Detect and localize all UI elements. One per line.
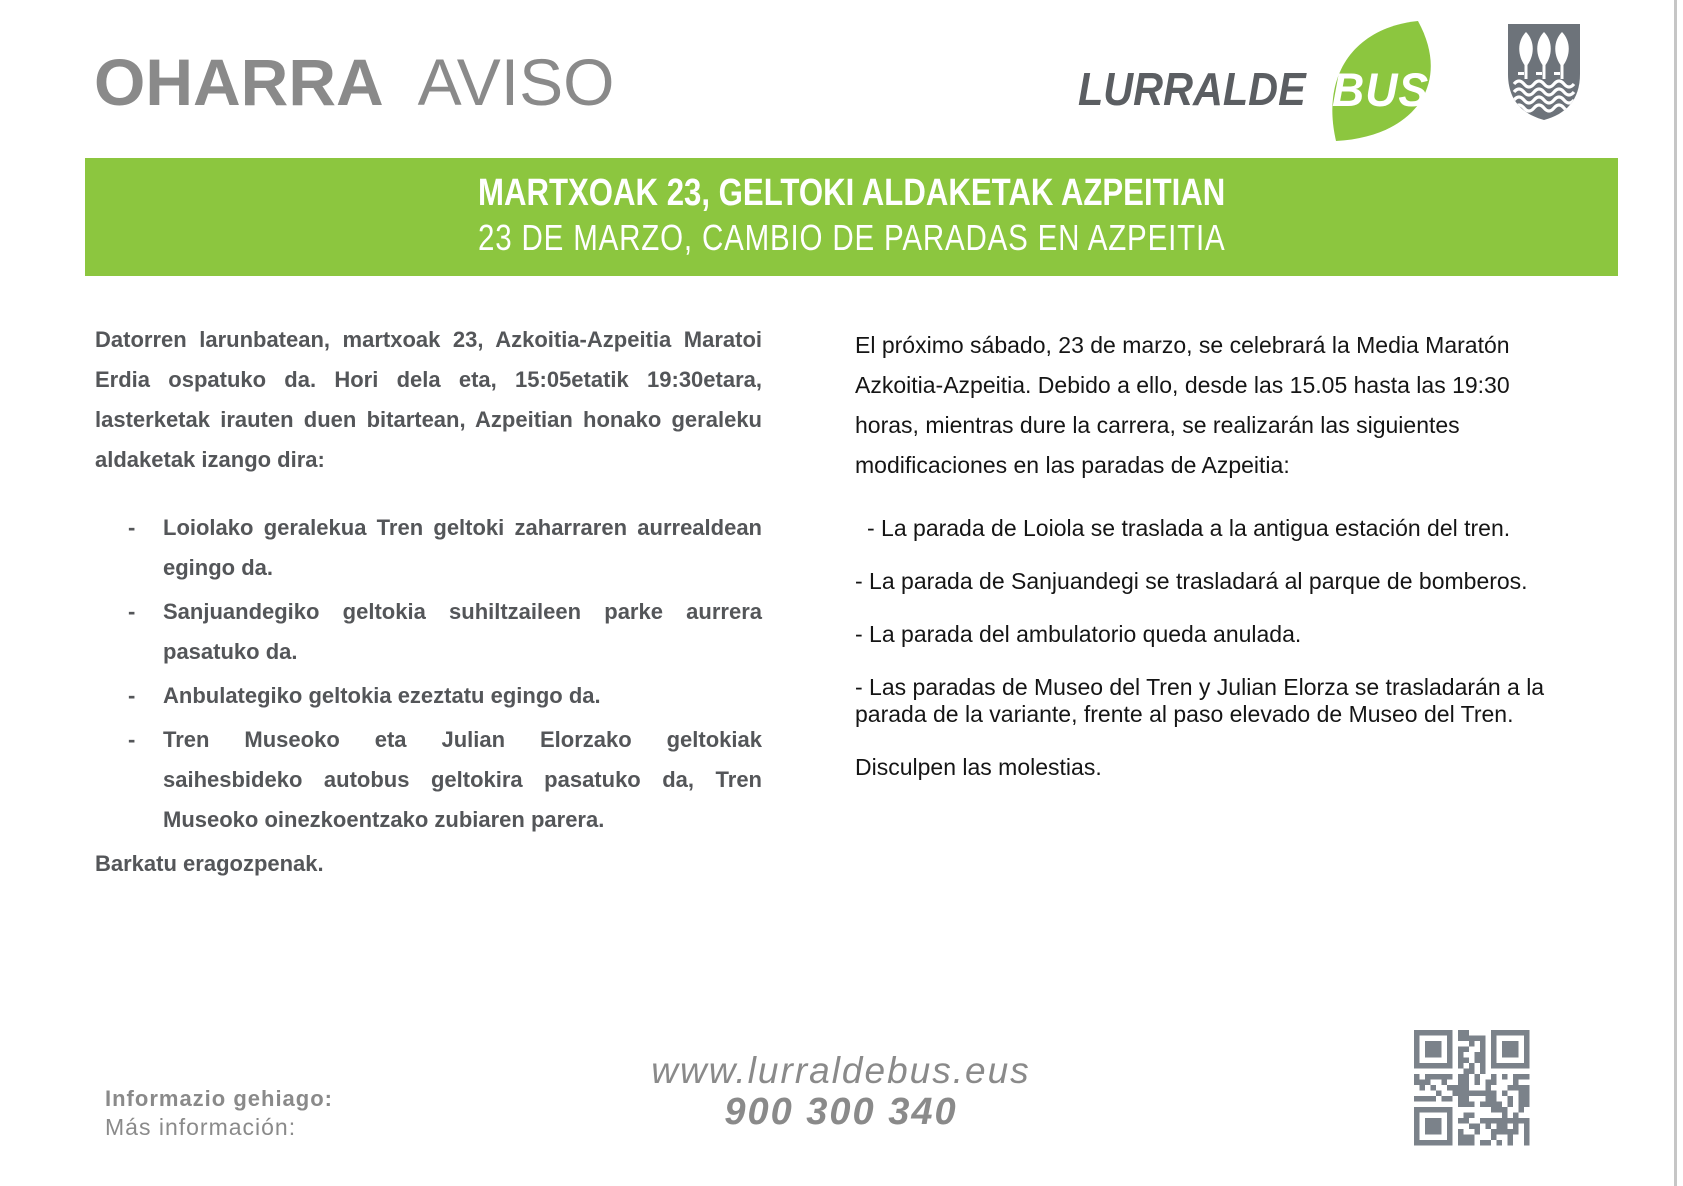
list-item xyxy=(95,676,762,716)
list-item xyxy=(95,508,762,588)
notice-banner xyxy=(85,158,1618,276)
basque-column xyxy=(95,320,762,884)
banner-line-spanish: 23 DE MARZO, CAMBIO DE PARADAS EN AZPEITIA xyxy=(477,217,1226,258)
bullet-dash: - xyxy=(128,683,136,708)
list-item xyxy=(95,592,762,672)
gipuzkoa-shield-icon xyxy=(1504,22,1584,122)
bullet-text: Anbulategiko geltokia ezeztatu egingo da. xyxy=(163,683,601,708)
list-item: - Las paradas de Museo del Tren y Julian Elorza se trasladarán a la parada de la variante, frente al paso elevado de Museo del Tren. xyxy=(855,674,1545,727)
bullet-text: Tren Museoko eta Julian Elorzako geltokiak saihesbideko autobus geltokira pasatuko da, Tren Museoko oinezkoentzako zubiaren parera. xyxy=(163,727,762,832)
logo-wordmark: LURRALDE xyxy=(1078,63,1306,115)
list-item: - La parada de Sanjuandegi se trasladará al parque de bomberos. xyxy=(855,568,1528,594)
more-info-basque: Informazio gehiago: xyxy=(105,1086,333,1111)
leaf-logo-icon xyxy=(1318,20,1458,142)
logo-highlight: BUS xyxy=(1332,63,1430,116)
spanish-column xyxy=(855,325,1570,781)
page-title xyxy=(94,44,615,120)
more-info-block xyxy=(105,1084,333,1142)
list-item: - La parada de Loiola se traslada a la antigua estación del tren. xyxy=(867,515,1511,541)
website-text: www.lurraldebus.eus xyxy=(651,1050,1031,1091)
phone-number: 900 300 340 xyxy=(724,1091,958,1133)
lurraldebus-logo xyxy=(1000,14,1470,144)
bullet-text: Loiolako geralekua Tren geltoki zaharraren aurrealdean egingo da. xyxy=(163,515,762,580)
title-basque: OHARRA xyxy=(94,45,384,119)
page-edge-divider xyxy=(1674,0,1677,1186)
basque-closing: Barkatu eragozpenak. xyxy=(95,851,324,876)
basque-bullet-list xyxy=(95,508,762,840)
title-spanish: AVISO xyxy=(417,45,615,119)
more-info-spanish: Más información: xyxy=(105,1114,297,1140)
spanish-closing: Disculpen las molestias. xyxy=(855,754,1102,780)
basque-intro: Datorren larunbatean, martxoak 23, Azkoitia-Azpeitia Maratoi Erdia ospatuko da. Hori dela eta, 15:05etatik 19:30etara, lasterketak irauten duen bitartean, Azpeitian honako geraleku aldaketak izango dira: xyxy=(95,327,762,472)
spanish-intro: El próximo sábado, 23 de marzo, se celebrará la Media Maratón Azkoitia-Azpeitia. Debido a ello, desde las 15.05 hasta las 19:30 horas, mientras dure la carrera, se realizarán las siguientes modificaciones en las paradas de Azpeitia: xyxy=(855,332,1510,478)
list-item: - La parada del ambulatorio queda anulada. xyxy=(855,621,1302,647)
bullet-dash: - xyxy=(128,727,136,752)
banner-line-basque: MARTXOAK 23, GELTOKI ALDAKETAK AZPEITIAN xyxy=(477,172,1226,214)
bullet-dash: - xyxy=(128,515,136,540)
list-item xyxy=(95,720,762,840)
bullet-text: Sanjuandegiko geltokia suhiltzaileen parke aurrera pasatuko da. xyxy=(163,599,762,664)
footer-contact xyxy=(341,1050,1341,1132)
bullet-dash: - xyxy=(128,599,136,624)
qr-code-icon xyxy=(1414,1030,1530,1146)
